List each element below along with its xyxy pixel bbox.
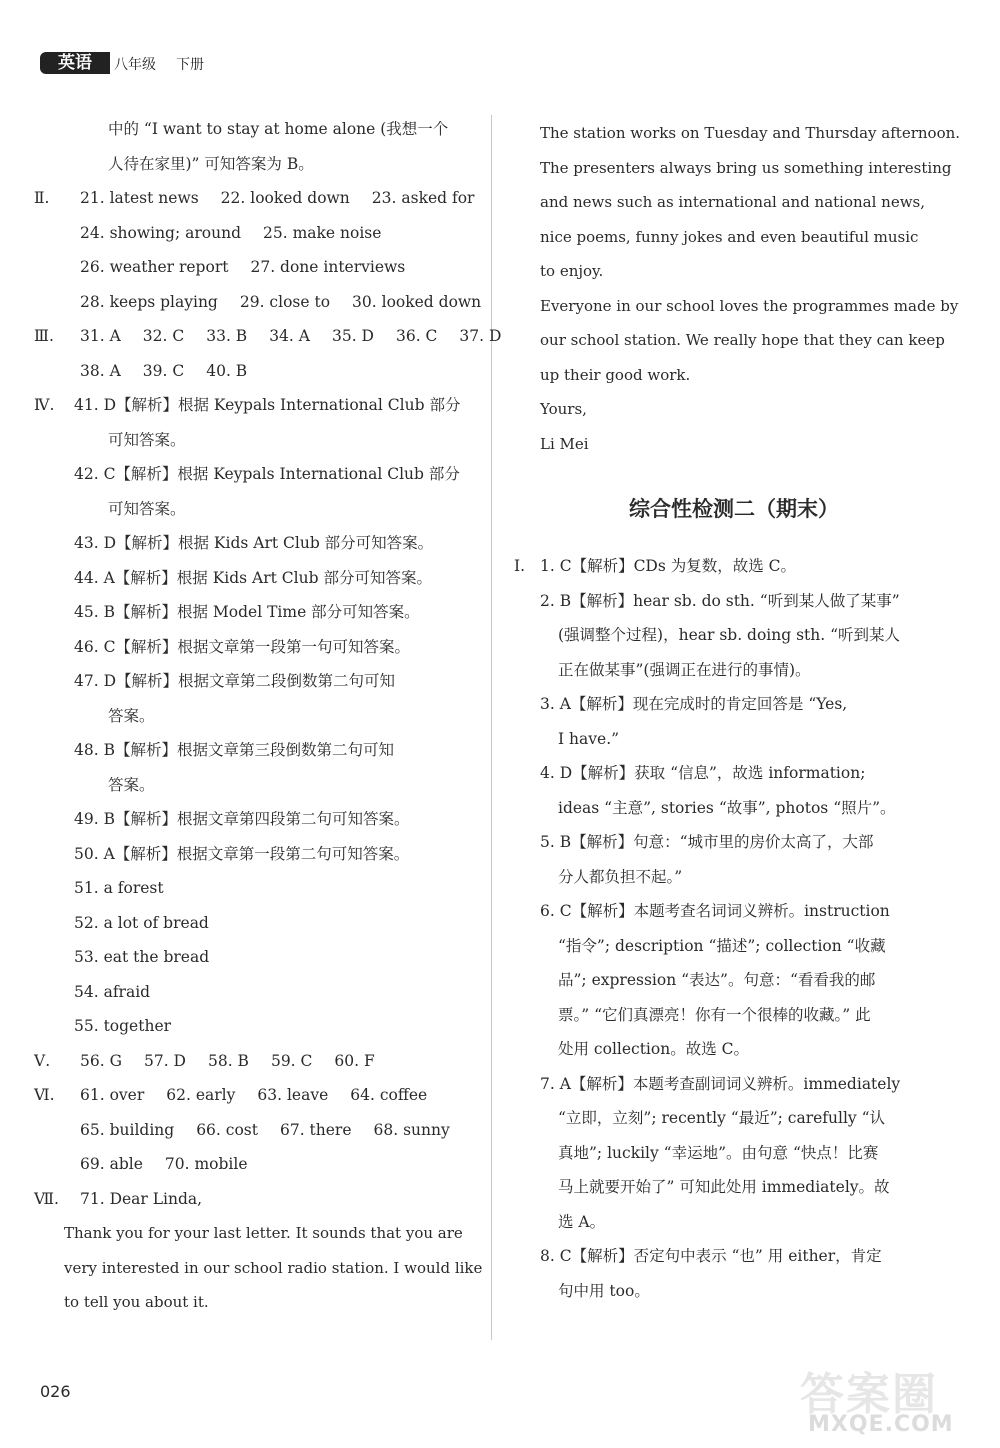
- answer-row: [34, 1044, 484, 1079]
- answer-item: [34, 388, 484, 423]
- answer-row: [52, 250, 484, 285]
- answer-continuation: [512, 722, 956, 757]
- answer-item: 43. D【解析】根据 Kids Art Club 部分可知答案。: [74, 534, 434, 552]
- answer-item: 70. mobile: [164, 1155, 248, 1173]
- answer-continuation: [512, 860, 956, 895]
- answer-continuation: [512, 1170, 956, 1205]
- answer-text: 选 A。: [558, 1212, 606, 1231]
- section-numeral: Ⅶ.: [34, 1189, 59, 1208]
- answer-text: I have.”: [558, 729, 620, 748]
- section-numeral: Ⅱ.: [34, 189, 50, 207]
- answer-item: 69. able: [80, 1155, 143, 1173]
- answer-item: [512, 825, 956, 860]
- letter-line: to tell you about it.: [64, 1293, 209, 1311]
- answer-row: [52, 354, 484, 389]
- answer-item: 63. leave: [257, 1086, 329, 1104]
- answer-text: “指令”; description “描述”; collection “收藏: [558, 936, 886, 955]
- letter-line: our school station. We really hope that they can keep: [540, 331, 945, 349]
- answer-item: 35. D: [331, 327, 374, 345]
- answer-item: 50. A【解析】根据文章第一段第二句可知答案。: [74, 844, 410, 863]
- answer-item: [512, 549, 956, 584]
- answer-text: 3. A【解析】现在完成时的肯定回答是 “Yes,: [540, 695, 848, 713]
- answer-item: 53. eat the bread: [74, 948, 210, 966]
- answer-continuation: [512, 929, 956, 964]
- answer-line: 中的 “I want to stay at home alone (我想一个: [108, 120, 449, 138]
- answer-item: 61. over: [80, 1086, 145, 1104]
- answer-item: 29. close to: [239, 292, 331, 311]
- answer-continuation: [512, 1205, 956, 1240]
- answer-continuation: [512, 1032, 956, 1067]
- answer-item: 42. C【解析】根据 Keypals International Club 部分: [74, 465, 460, 483]
- letter-line: The presenters always bring us something interesting: [540, 158, 952, 177]
- answer-item: 52. a lot of bread: [74, 913, 209, 932]
- answer-continuation: [512, 653, 956, 688]
- letter-line: Thank you for your last letter. It sounds that you are: [64, 1224, 463, 1242]
- answer-continuation: [512, 998, 956, 1033]
- term-label: 下册: [176, 57, 204, 73]
- answer-item: 26. weather report: [80, 258, 229, 276]
- answer-text: 5. B【解析】句意：“城市里的房价太高了，大部: [540, 833, 874, 851]
- answer-item: 62. early: [166, 1086, 236, 1104]
- answer-item: 36. C: [395, 327, 438, 345]
- section-numeral: Ⅵ.: [34, 1086, 55, 1104]
- answer-item: 38. A: [80, 361, 121, 380]
- answer-item: 64. coffee: [350, 1086, 428, 1104]
- answer-item: 57. D: [143, 1051, 186, 1070]
- answer-item: 22. looked down: [220, 189, 350, 207]
- answer-continuation: 答案。: [108, 706, 155, 725]
- answer-continuation: [512, 791, 956, 826]
- answer-text: 4. D【解析】获取 “信息”，故选 information;: [540, 764, 866, 782]
- answer-item: 60. F: [334, 1051, 375, 1070]
- answer-item: 46. C【解析】根据文章第一段第一句可知答案。: [74, 637, 410, 656]
- answer-text: 1. C【解析】CDs 为复数，故选 C。: [540, 557, 797, 575]
- letter-line: Everyone in our school loves the programmes made by: [540, 296, 959, 315]
- page-header: [40, 48, 240, 78]
- answer-item: 39. C: [142, 361, 185, 380]
- answer-item: 59. C: [270, 1051, 313, 1070]
- answer-text: 分人都负担不起。”: [558, 867, 683, 886]
- answer-item: [512, 1067, 956, 1102]
- answer-text: 真地”; luckily “幸运地”。由句意 “快点！比赛: [558, 1143, 879, 1162]
- answer-continuation: 可知答案。: [108, 499, 186, 518]
- answer-text: 正在做某事”(强调正在进行的事情)。: [558, 660, 811, 679]
- answer-item: [512, 894, 956, 929]
- answer-text: “立即，立刻”; recently “最近”; carefully “认: [558, 1109, 886, 1127]
- section-numeral: Ⅲ.: [34, 327, 54, 345]
- answer-item: 21. latest news: [80, 189, 199, 207]
- answer-text: 2. B【解析】hear sb. do sth. “听到某人做了某事”: [540, 591, 900, 610]
- letter-line: Yours,: [540, 400, 587, 418]
- answer-item: [512, 687, 956, 722]
- answer-line: 人待在家里)” 可知答案为 B。: [108, 154, 314, 173]
- answer-row: [34, 181, 484, 216]
- letter-line: up their good work.: [540, 365, 691, 384]
- answer-row: [34, 1182, 484, 1217]
- answer-text: 41. D【解析】根据 Keypals International Club 部分: [74, 396, 461, 414]
- answer-item: 32. C: [142, 327, 185, 345]
- letter-greeting: 71. Dear Linda,: [80, 1189, 203, 1208]
- answer-continuation: [512, 1136, 956, 1171]
- letter-line: The station works on Tuesday and Thursday afternoon.: [540, 124, 961, 142]
- answer-continuation: [512, 963, 956, 998]
- answer-row: [34, 319, 502, 354]
- answer-text: 句中用 too。: [558, 1281, 650, 1300]
- left-column: [34, 112, 502, 1320]
- answer-item: 56. G: [80, 1051, 122, 1070]
- answer-item: 47. D【解析】根据文章第二段倒数第二句可知: [74, 672, 396, 690]
- answer-row: [34, 1078, 484, 1113]
- answer-text: 处用 collection。故选 C。: [558, 1040, 749, 1058]
- answer-text: 6. C【解析】本题考查名词词义辨析。instruction: [540, 902, 890, 920]
- answer-item: 66. cost: [196, 1120, 258, 1139]
- answer-row: [52, 216, 484, 251]
- answer-item: 54. afraid: [74, 982, 151, 1001]
- answer-continuation: [512, 618, 956, 653]
- letter-line: and news such as international and national news,: [540, 193, 926, 211]
- section-numeral: Ⅴ.: [34, 1051, 51, 1070]
- answer-text: 8. C【解析】否定句中表示 “也” 用 either，肯定: [540, 1247, 882, 1265]
- answer-text: 7. A【解析】本题考查副词词义辨析。immediately: [540, 1074, 901, 1093]
- answer-item: 67. there: [279, 1120, 352, 1139]
- watermark-text: 答案圈: [800, 1369, 938, 1420]
- answer-item: 49. B【解析】根据文章第四段第二句可知答案。: [74, 810, 410, 828]
- answer-item: 68. sunny: [373, 1120, 450, 1139]
- answer-item: [512, 584, 956, 619]
- answer-row: [52, 1113, 484, 1148]
- answer-row: [52, 1147, 484, 1182]
- letter-line: very interested in our school radio station. I would like: [64, 1258, 483, 1277]
- answer-item: 34. A: [269, 327, 310, 345]
- answer-text: 马上就要开始了” 可知此处用 immediately。故: [558, 1178, 890, 1196]
- answer-item: 33. B: [206, 327, 248, 345]
- watermark-url: MXQE.COM: [808, 1412, 954, 1437]
- answer-text: (强调整个过程)，hear sb. doing sth. “听到某人: [558, 626, 901, 644]
- answer-item: 45. B【解析】根据 Model Time 部分可知答案。: [74, 603, 420, 621]
- answer-item: 31. A: [80, 327, 121, 345]
- answer-item: 65. building: [80, 1120, 175, 1139]
- answer-item: 24. showing; around: [80, 223, 241, 242]
- answer-item: 51. a forest: [74, 879, 164, 897]
- answer-text: ideas “主意”, stories “故事”, photos “照片”。: [558, 798, 896, 817]
- grade-label: 八年级: [114, 57, 156, 73]
- section-numeral: Ⅰ.: [514, 557, 526, 575]
- subject-badge: 英语: [40, 52, 110, 74]
- answer-item: 30. looked down: [352, 292, 482, 311]
- answer-item: 25. make noise: [263, 223, 382, 242]
- answer-item: 44. A【解析】根据 Kids Art Club 部分可知答案。: [74, 568, 432, 587]
- answer-item: 48. B【解析】根据文章第三段倒数第二句可知: [74, 741, 394, 759]
- answer-item: 27. done interviews: [250, 258, 406, 276]
- right-column: [512, 116, 961, 1308]
- answer-item: [512, 756, 956, 791]
- answer-item: 58. B: [207, 1051, 249, 1070]
- answer-item: 40. B: [206, 361, 248, 380]
- section-title: 综合性检测二（期末）: [629, 497, 839, 521]
- section-numeral: Ⅳ.: [34, 396, 55, 414]
- letter-line: Li Mei: [540, 434, 589, 453]
- answer-text: 品”; expression “表达”。句意：“看看我的邮: [558, 971, 876, 989]
- answer-item: 28. keeps playing: [80, 292, 218, 311]
- answer-item: 37. D: [459, 327, 502, 345]
- answer-continuation: [512, 1274, 956, 1309]
- answer-item: 55. together: [74, 1017, 172, 1035]
- answer-item: [512, 1239, 956, 1274]
- answer-continuation: 答案。: [108, 775, 155, 794]
- answer-continuation: 可知答案。: [108, 430, 186, 449]
- page-number: 026: [40, 1382, 71, 1401]
- answer-continuation: [512, 1101, 956, 1136]
- letter-line: to enjoy.: [540, 262, 604, 280]
- watermark-logo: [800, 1358, 980, 1438]
- letter-line: nice poems, funny jokes and even beautiful music: [540, 227, 919, 246]
- answer-text: 票。” “它们真漂亮！你有一个很棒的收藏。” 此: [558, 1005, 871, 1024]
- answer-item: 23. asked for: [371, 189, 475, 207]
- answer-row: [52, 285, 484, 320]
